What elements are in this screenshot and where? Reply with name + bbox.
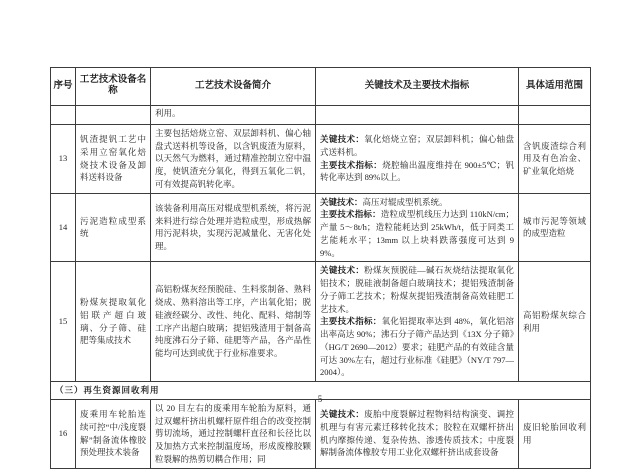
table-row — [51, 399, 591, 468]
key-tech-text: 高压对辊成型机系统。 — [362, 196, 448, 207]
key-tech-indicators — [316, 124, 519, 193]
key-tech-label: 主要技术指标： — [320, 209, 381, 220]
row-number: 13 — [51, 124, 76, 193]
key-tech-text: 造粒成型机线压力达到 110kN/cm；产量 5～8t/h；造粒能耗达到 25kWh/t，低于同类工艺能耗水平；13mm 以上块料跌落强度可达到 99%。 — [320, 209, 514, 258]
applicable-scope: 城市污泥等领域的成型造粒 — [519, 193, 591, 262]
row-number: 16 — [51, 399, 76, 468]
equipment-intro: 高铝粉煤灰经预脱硅、生料浆制备、熟料烧成、熟料溶出等工序，产出氧化铝；脱硅液经碳分、改性、纯化、配料、熔制等工序产出超白玻璃；提铝残渣用于制备高纯度沸石分子筛、硅肥等产品，各产品性能均可达到或优于行业标准要求。 — [151, 262, 316, 382]
equipment-intro: 该装备利用高压对辊成型机系统，将污泥来料进行综合处理并造粒成型，形成热解用污泥料块，实现污泥减量化、无害化处理。 — [151, 193, 316, 262]
key-tech-text: 氧化焙烧立窑；双层卸料机；偏心轴盘式送料机。 — [320, 134, 514, 157]
key-tech-paragraph — [320, 264, 514, 315]
key-tech-paragraph — [320, 196, 514, 209]
key-tech-paragraph — [320, 133, 514, 159]
key-tech-label: 主要技术指标： — [320, 159, 383, 170]
key-tech-label: 关键技术： — [320, 265, 365, 276]
header-row — [51, 68, 591, 106]
table-row — [51, 193, 591, 262]
equipment-name: 钒渣提钒工艺中采用立窑氧化焙烧技术设备及卸料送料设备 — [76, 124, 151, 193]
continuation-name-cell — [76, 105, 151, 124]
key-tech-paragraph — [320, 408, 514, 459]
continuation-no-cell — [51, 105, 76, 124]
column-header-intro: 工艺技术设备简介 — [151, 68, 316, 106]
document-table — [50, 67, 591, 469]
equipment-intro: 以 20 目左右的废乘用车轮胎为原料，通过双螺杆挤出机螺杆原件组合的改变控制剪切流场，通过控制螺杆直径和长径比以及加热方式来控制温度场，形成废橡胶颗粒裂解的热剪切耦合作用；同 — [151, 399, 316, 468]
table-body — [51, 105, 591, 468]
column-header-name: 工艺技术设备名称 — [76, 68, 151, 106]
key-tech-label: 关键技术： — [320, 196, 363, 207]
applicable-scope: 高铝粉煤灰综合利用 — [519, 262, 591, 382]
table-header — [51, 68, 591, 106]
key-tech-paragraph — [320, 208, 514, 259]
key-tech-label: 关键技术： — [320, 409, 365, 420]
key-tech-text: 烧腔输出温度维持在 900±5℃；钒转化率达到 89%以上。 — [320, 159, 514, 183]
continuation-row — [51, 105, 591, 124]
applicable-scope: 含钒废渣综合利用及有色冶金、矿业氧化焙烧 — [519, 124, 591, 193]
table-row — [51, 124, 591, 193]
continuation-scope-cell — [519, 105, 591, 124]
key-tech-indicators — [316, 262, 519, 382]
key-tech-text: 粉煤灰预脱硅—碱石灰烧结法提取氧化铝技术；脱硅液制备超白玻璃技术；提铝残渣制备分子筛工艺技术；粉煤灰提铝残渣制备高效硅肥工艺技术。 — [320, 265, 514, 314]
continuation-key-cell — [316, 105, 519, 124]
section-title: （三）再生资源回收利用 — [51, 382, 591, 400]
table-row — [51, 262, 591, 382]
key-tech-label: 主要技术指标： — [320, 316, 382, 327]
row-number: 15 — [51, 262, 76, 382]
equipment-name: 废乘用车轮胎连续可控“中/浅度裂解”制备流体橡胶预处理技术装备 — [76, 399, 151, 468]
key-tech-text: 氧化铝提取率达到 48%，氧化铝溶出率高达 90%；沸石分子筛产品达到《13X 分子筛》（HG/T 2690—2012）要求；硅肥产品的有效硅含量可达 30%左右，超过行业标准《硅肥》（NY/T 797—2004）。 — [320, 316, 514, 378]
key-tech-indicators — [316, 399, 519, 468]
applicable-scope: 废旧轮胎回收利用 — [519, 399, 591, 468]
equipment-name: 污泥造粒成型系统 — [76, 193, 151, 262]
column-header-keytech: 关键技术及主要技术指标 — [316, 68, 519, 106]
page-number: 5 — [317, 394, 323, 404]
key-tech-paragraph — [320, 159, 514, 185]
key-tech-indicators — [316, 193, 519, 262]
column-header-no: 序号 — [51, 68, 76, 106]
equipment-intro: 主要包括焙烧立窑、双层卸料机、偏心轴盘式送料机等设备，以含钒废渣为原料，以天然气为燃料，通过精准控制立窑中温度，使钒渣充分氧化，得到五氧化二钒，可有效提高钒转化率。 — [151, 124, 316, 193]
key-tech-paragraph — [320, 315, 514, 379]
column-header-scope: 具体适用范围 — [519, 68, 591, 106]
key-tech-text: 废胎中度裂解过程物料结构演变、调控机理与有害元素迁移转化技术；胶粒在双螺杆挤出机内摩擦传递、复杂传热、渗透传质技术；中度裂解制备流体橡胶专用工业化双螺杆挤出成套设备 — [320, 409, 514, 458]
key-tech-label: 关键技术： — [320, 134, 365, 145]
equipment-name: 粉煤灰提取氧化铝联产超白玻璃、分子筛、硅肥等集成技术 — [76, 262, 151, 382]
row-number: 14 — [51, 193, 76, 262]
continuation-intro-cell: 利用。 — [151, 105, 316, 124]
